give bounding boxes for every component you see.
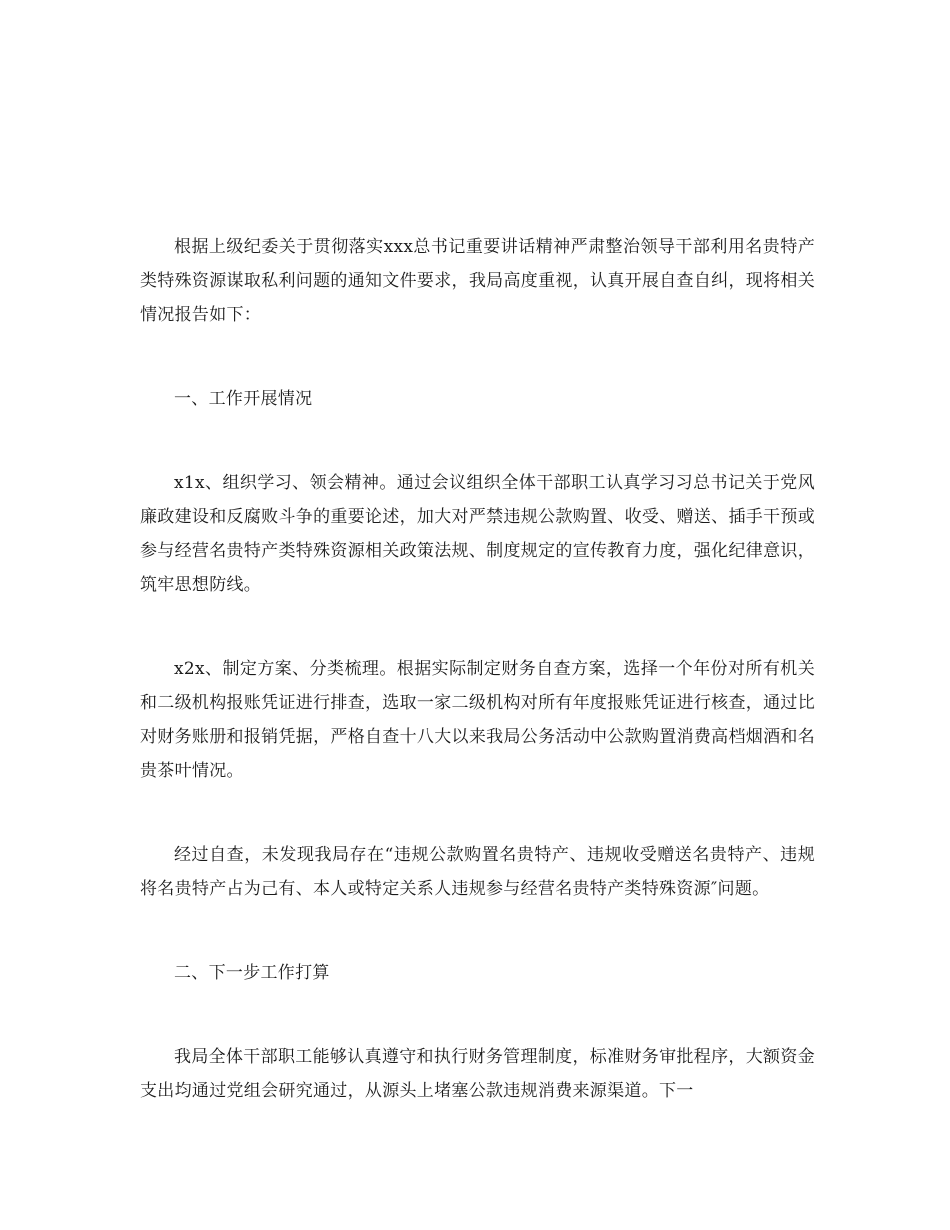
section-heading-2: 二、下一步工作打算 (174, 963, 330, 983)
item-paragraph-2: x2x、制定方案、分类梳理。根据实际制定财务自查方案，选择一个年份对所有机关和二级机构报账凭证进行排查，选取一家二级机构对所有年度报账凭证进行核查，通过比对财务账册和报销凭据，严格自查十八大以来我局公务活动中公款购置消费高档烟酒和名贵茶叶情况。 (140, 659, 815, 781)
item-paragraph-1: x1x、组织学习、领会精神。通过会议组织全体干部职工认真学习习总书记关于党风廉政建设和反腐败斗争的重要论述，加大对严禁违规公款购置、收受、赠送、插手干预或参与经营名贵特产类特殊资源相关政策法规、制度规定的宣传教育力度，强化纪律意识，筑牢思想防线。 (140, 473, 815, 595)
conclusion-paragraph: 经过自查，未发现我局存在“违规公款购置名贵特产、违规收受赠送名贵特产、违规将名贵特产占为己有、本人或特定关系人违规参与经营名贵特产类特殊资源″问题。 (140, 845, 815, 899)
intro-paragraph: 根据上级纪委关于贯彻落实xxx总书记重要讲话精神严肃整治领导干部利用名贵特产类特殊资源谋取私利问题的通知文件要求，我局高度重视，认真开展自查自纠，现将相关情况报告如下： (140, 237, 815, 325)
document-body (140, 230, 815, 1108)
section-heading-1: 一、工作开展情况 (174, 389, 313, 409)
next-steps-paragraph: 我局全体干部职工能够认真遵守和执行财务管理制度，标准财务审批程序，大额资金支出均通过党组会研究通过，从源头上堵塞公款违规消费来源渠道。下一 (140, 1047, 815, 1101)
